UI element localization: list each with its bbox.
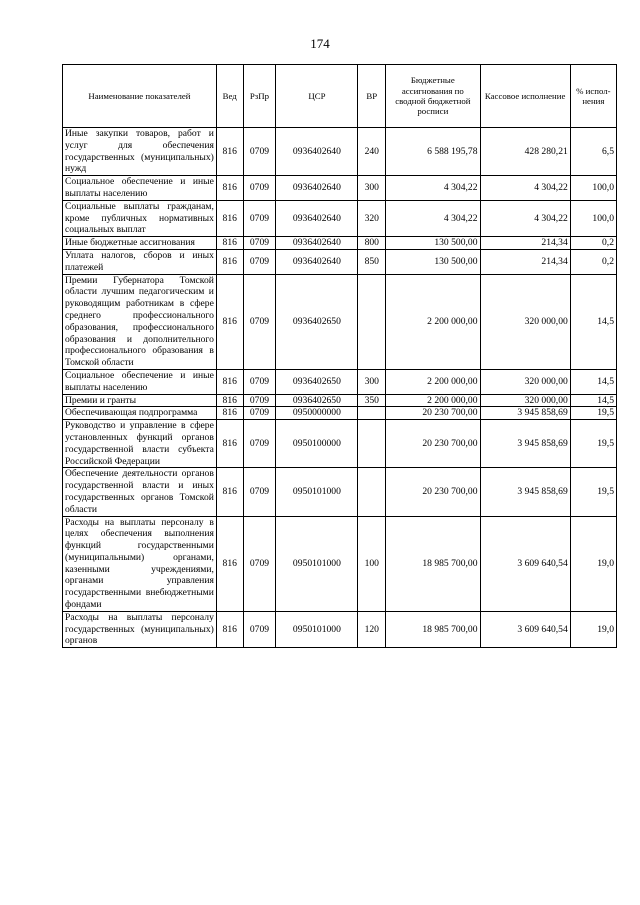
cell-budget: 4 304,22: [386, 200, 480, 236]
cell-pct: 100,0: [570, 200, 616, 236]
cell-ved: 816: [216, 611, 243, 647]
cell-rzpr: 0709: [243, 394, 276, 407]
cell-csr: 0950101000: [276, 516, 358, 611]
cell-rzpr: 0709: [243, 176, 276, 201]
cell-pct: 14,5: [570, 369, 616, 394]
cell-budget: 18 985 700,00: [386, 611, 480, 647]
cell-vr: 300: [358, 369, 386, 394]
cell-rzpr: 0709: [243, 128, 276, 176]
cell-pct: 19,0: [570, 516, 616, 611]
cell-name: Иные бюджетные ассигнования: [63, 237, 217, 250]
cell-rzpr: 0709: [243, 516, 276, 611]
cell-pct: 100,0: [570, 176, 616, 201]
cell-ved: 816: [216, 237, 243, 250]
cell-vr: [358, 407, 386, 420]
cell-name: Расходы на выплаты персоналу государственных (муниципальных) органов: [63, 611, 217, 647]
cell-ved: 816: [216, 468, 243, 516]
cell-budget: 130 500,00: [386, 249, 480, 274]
cell-ved: 816: [216, 128, 243, 176]
cell-vr: [358, 274, 386, 369]
cell-rzpr: 0709: [243, 611, 276, 647]
header-vr: ВР: [358, 65, 386, 128]
cell-rzpr: 0709: [243, 420, 276, 468]
page-number: 174: [310, 36, 330, 51]
cell-cash: 4 304,22: [480, 200, 570, 236]
table-row: [63, 274, 617, 369]
cell-rzpr: 0709: [243, 407, 276, 420]
cell-cash: 214,34: [480, 237, 570, 250]
cell-csr: 0950101000: [276, 611, 358, 647]
table-row: [63, 468, 617, 516]
cell-cash: 3 609 640,54: [480, 516, 570, 611]
cell-cash: 320 000,00: [480, 394, 570, 407]
cell-name: Уплата налогов, сборов и иных платежей: [63, 249, 217, 274]
cell-pct: 6,5: [570, 128, 616, 176]
cell-budget: 20 230 700,00: [386, 468, 480, 516]
cell-csr: 0936402640: [276, 237, 358, 250]
cell-name: Обеспечение деятельности органов государственной власти и иных государственных органов Томской области: [63, 468, 217, 516]
cell-vr: 350: [358, 394, 386, 407]
cell-vr: 850: [358, 249, 386, 274]
header-cash: Кассовое исполнение: [480, 65, 570, 128]
cell-ved: 816: [216, 200, 243, 236]
cell-pct: 19,5: [570, 407, 616, 420]
cell-ved: 816: [216, 420, 243, 468]
table-row: [63, 407, 617, 420]
cell-pct: 19,5: [570, 420, 616, 468]
cell-rzpr: 0709: [243, 468, 276, 516]
cell-name: Премии Губернатора Томской области лучшим педагогическим и руководящим работникам в сфере среднего профессионального образования, профессионального образования и дополнительного профессионального образования в Томской области: [63, 274, 217, 369]
table-row: [63, 369, 617, 394]
cell-pct: 0,2: [570, 237, 616, 250]
header-csr: ЦСР: [276, 65, 358, 128]
cell-name: Обеспечивающая подпрограмма: [63, 407, 217, 420]
cell-name: Социальное обеспечение и иные выплаты населению: [63, 369, 217, 394]
cell-ved: 816: [216, 274, 243, 369]
cell-cash: 320 000,00: [480, 369, 570, 394]
cell-vr: 800: [358, 237, 386, 250]
cell-ved: 816: [216, 394, 243, 407]
cell-budget: 20 230 700,00: [386, 420, 480, 468]
table-row: [63, 394, 617, 407]
cell-name: Руководство и управление в сфере установленных функций органов государственной власти субъекта Российской Федерации: [63, 420, 217, 468]
table-row: [63, 128, 617, 176]
table-row: [63, 249, 617, 274]
cell-csr: 0936402640: [276, 176, 358, 201]
cell-name: Социальное обеспечение и иные выплаты населению: [63, 176, 217, 201]
cell-rzpr: 0709: [243, 200, 276, 236]
cell-pct: 14,5: [570, 274, 616, 369]
header-pct: % испол-нения: [570, 65, 616, 128]
cell-pct: 0,2: [570, 249, 616, 274]
cell-ved: 816: [216, 249, 243, 274]
cell-vr: [358, 420, 386, 468]
cell-cash: 320 000,00: [480, 274, 570, 369]
cell-vr: 120: [358, 611, 386, 647]
cell-csr: 0950000000: [276, 407, 358, 420]
cell-vr: 240: [358, 128, 386, 176]
cell-pct: 19,0: [570, 611, 616, 647]
cell-vr: [358, 468, 386, 516]
cell-ved: 816: [216, 407, 243, 420]
cell-csr: 0936402650: [276, 394, 358, 407]
cell-ved: 816: [216, 176, 243, 201]
cell-cash: 4 304,22: [480, 176, 570, 201]
cell-budget: 6 588 195,78: [386, 128, 480, 176]
header-rzpr: РзПр: [243, 65, 276, 128]
cell-vr: 100: [358, 516, 386, 611]
budget-execution-table: [62, 64, 617, 648]
cell-cash: 3 609 640,54: [480, 611, 570, 647]
cell-csr: 0936402650: [276, 274, 358, 369]
cell-name: Расходы на выплаты персоналу в целях обеспечения выполнения функций государственными (муниципальными) органами, казенными учреждениями, органами управления государственными внебюджетными фондами: [63, 516, 217, 611]
header-budget: Бюджетные ассигнования по сводной бюджетной росписи: [386, 65, 480, 128]
table-row: [63, 200, 617, 236]
cell-rzpr: 0709: [243, 369, 276, 394]
cell-budget: 130 500,00: [386, 237, 480, 250]
table-row: [63, 611, 617, 647]
table-row: [63, 420, 617, 468]
header-ved: Вед: [216, 65, 243, 128]
cell-rzpr: 0709: [243, 237, 276, 250]
cell-cash: 3 945 858,69: [480, 468, 570, 516]
table-header-row: [63, 65, 617, 128]
cell-csr: 0936402640: [276, 200, 358, 236]
header-name: Наименование показателей: [63, 65, 217, 128]
cell-cash: 3 945 858,69: [480, 407, 570, 420]
table-row: [63, 516, 617, 611]
cell-pct: 19,5: [570, 468, 616, 516]
cell-budget: 2 200 000,00: [386, 274, 480, 369]
cell-name: Социальные выплаты гражданам, кроме публичных нормативных социальных выплат: [63, 200, 217, 236]
cell-vr: 300: [358, 176, 386, 201]
cell-name: Премии и гранты: [63, 394, 217, 407]
cell-rzpr: 0709: [243, 274, 276, 369]
cell-cash: 3 945 858,69: [480, 420, 570, 468]
cell-budget: 4 304,22: [386, 176, 480, 201]
cell-csr: 0936402640: [276, 249, 358, 274]
cell-pct: 14,5: [570, 394, 616, 407]
cell-cash: 428 280,21: [480, 128, 570, 176]
cell-vr: 320: [358, 200, 386, 236]
cell-ved: 816: [216, 369, 243, 394]
cell-ved: 816: [216, 516, 243, 611]
cell-budget: 2 200 000,00: [386, 394, 480, 407]
cell-budget: 18 985 700,00: [386, 516, 480, 611]
cell-csr: 0936402640: [276, 128, 358, 176]
cell-cash: 214,34: [480, 249, 570, 274]
table-row: [63, 237, 617, 250]
cell-csr: 0950100000: [276, 420, 358, 468]
cell-name: Иные закупки товаров, работ и услуг для обеспечения государственных (муниципальных) нужд: [63, 128, 217, 176]
cell-rzpr: 0709: [243, 249, 276, 274]
cell-csr: 0950101000: [276, 468, 358, 516]
cell-budget: 2 200 000,00: [386, 369, 480, 394]
table-row: [63, 176, 617, 201]
cell-budget: 20 230 700,00: [386, 407, 480, 420]
cell-csr: 0936402650: [276, 369, 358, 394]
